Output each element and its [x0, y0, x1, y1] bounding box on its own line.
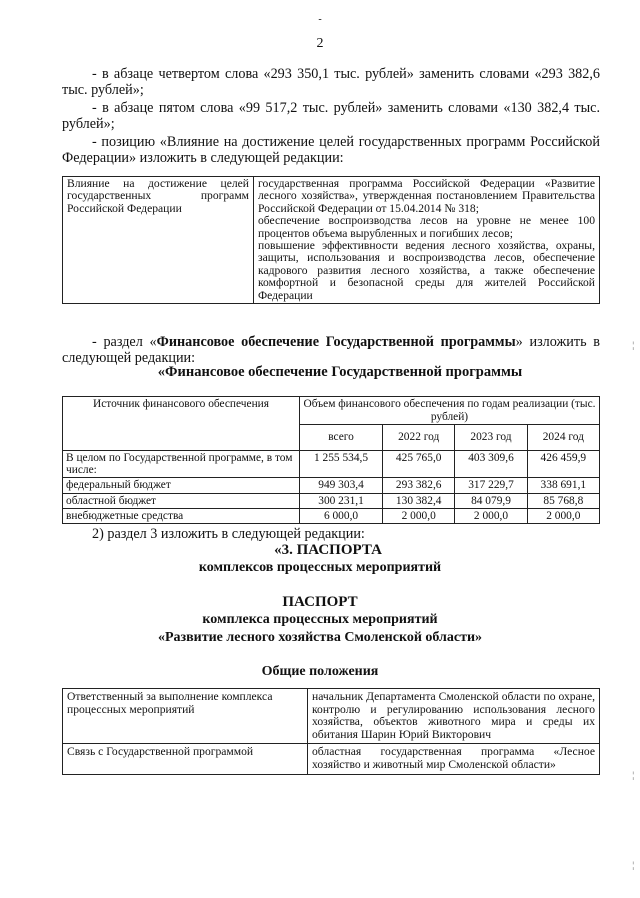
section3-intro: 2) раздел 3 изложить в следующей редакции: — [92, 526, 365, 542]
row-value: 85 768,8 — [527, 493, 599, 508]
row-value: 1 255 534,5 — [300, 451, 383, 478]
row-label: внебюджетные средства — [63, 508, 300, 523]
finance-intro-bold: Финансовое обеспечение Государственной программы — [156, 334, 516, 350]
row-value: 293 382,6 — [383, 478, 455, 493]
row-value: начальник Департамента Смоленской области по охране, контролю и регулированию использования лесного хозяйства, объектов животного мира и среды их обитания Шарин Юрий Викторович — [308, 689, 600, 744]
row-label: В целом по Государственной программе, в том числе: — [63, 451, 300, 478]
table-row — [63, 493, 600, 508]
row-value: 425 765,0 — [383, 451, 455, 478]
influence-value-cell: государственная программа Российской Федерации «Развитие лесного хозяйства», утвержденная постановлением Правительства Российской Федерации от 15.04.2014 № 318; обеспечение воспроизводства лесов на уровне не менее 100 процентов объема вырубленных и погибших лесов; повышение эффективности ведения лесного хозяйства, охраны, защиты, использования и воспроизводства лесов, обеспечение кадрового развития лесного хозяйства, а также обеспечение комфортной и безопасной среды для жителей Российской Федерации — [254, 177, 600, 304]
column-header: 2023 год — [455, 425, 527, 451]
passport-subtitle-1: комплекса процессных мероприятий — [202, 612, 438, 627]
volume-header: Объем финансового обеспечения по годам реализации (тыс. рублей) — [300, 397, 600, 425]
page-number: 2 — [316, 36, 324, 51]
intro-paragraph-3: - позицию «Влияние на достижение целей государственных программ Российской Федерации» изложить в следующей редакции: — [62, 134, 600, 166]
row-value: 6 000,0 — [300, 508, 383, 523]
row-value: 426 459,9 — [527, 451, 599, 478]
table-row — [63, 478, 600, 493]
row-value: 338 691,1 — [527, 478, 599, 493]
general-title: Общие положения — [261, 664, 379, 679]
general-table — [62, 688, 600, 775]
passport-subtitle-2: «Развитие лесного хозяйства Смоленской области» — [157, 630, 483, 645]
column-header: 2022 год — [383, 425, 455, 451]
row-value: 84 079,9 — [455, 493, 527, 508]
row-value: 317 229,7 — [455, 478, 527, 493]
row-value: 2 000,0 — [455, 508, 527, 523]
section3-title: «3. ПАСПОРТА — [274, 542, 382, 558]
scan-mark: ¦ — [632, 340, 634, 350]
finance-intro-paragraph — [62, 334, 600, 366]
intro-paragraph-2: - в абзаце пятом слова «99 517,2 тыс. рублей» заменить словами «130 382,4 тыс. рублей»; — [62, 100, 600, 132]
row-value: 2 000,0 — [383, 508, 455, 523]
row-label: Связь с Государственной программой — [63, 744, 308, 774]
row-value: 403 309,6 — [455, 451, 527, 478]
section3-subtitle: комплексов процессных мероприятий — [198, 560, 442, 575]
table-row — [63, 744, 600, 774]
column-header: всего — [300, 425, 383, 451]
table-row — [63, 451, 600, 478]
top-mark: - — [318, 14, 322, 25]
finance-table — [62, 396, 600, 524]
row-value: 130 382,4 — [383, 493, 455, 508]
source-header: Источник финансового обеспечения — [63, 397, 300, 451]
row-value: 949 303,4 — [300, 478, 383, 493]
passport-title: ПАСПОРТ — [282, 594, 358, 610]
intro-paragraph-1: - в абзаце четвертом слова «293 350,1 тыс. рублей» заменить словами «293 382,6 тыс. рублей»; — [62, 66, 600, 98]
row-value: 300 231,1 — [300, 493, 383, 508]
finance-intro-suffix: » изложить в следующей редакции: — [62, 334, 601, 366]
row-value: 2 000,0 — [527, 508, 599, 523]
influence-table — [62, 176, 600, 304]
influence-label-cell: Влияние на достижение целей государственных программ Российской Федерации — [63, 177, 254, 304]
row-label: областной бюджет — [63, 493, 300, 508]
column-header: 2024 год — [527, 425, 599, 451]
table-row — [63, 508, 600, 523]
finance-intro-prefix: - раздел « — [92, 334, 157, 350]
table-row — [63, 689, 600, 744]
finance-title: «Финансовое обеспечение Государственной программы — [157, 364, 523, 380]
row-value: областная государственная программа «Лесное хозяйство и животный мир Смоленской области» — [308, 744, 600, 774]
row-label: федеральный бюджет — [63, 478, 300, 493]
scan-mark: ¦ — [632, 770, 634, 780]
row-label: Ответственный за выполнение комплекса процессных мероприятий — [63, 689, 308, 744]
scan-mark: ¦ — [632, 860, 634, 870]
